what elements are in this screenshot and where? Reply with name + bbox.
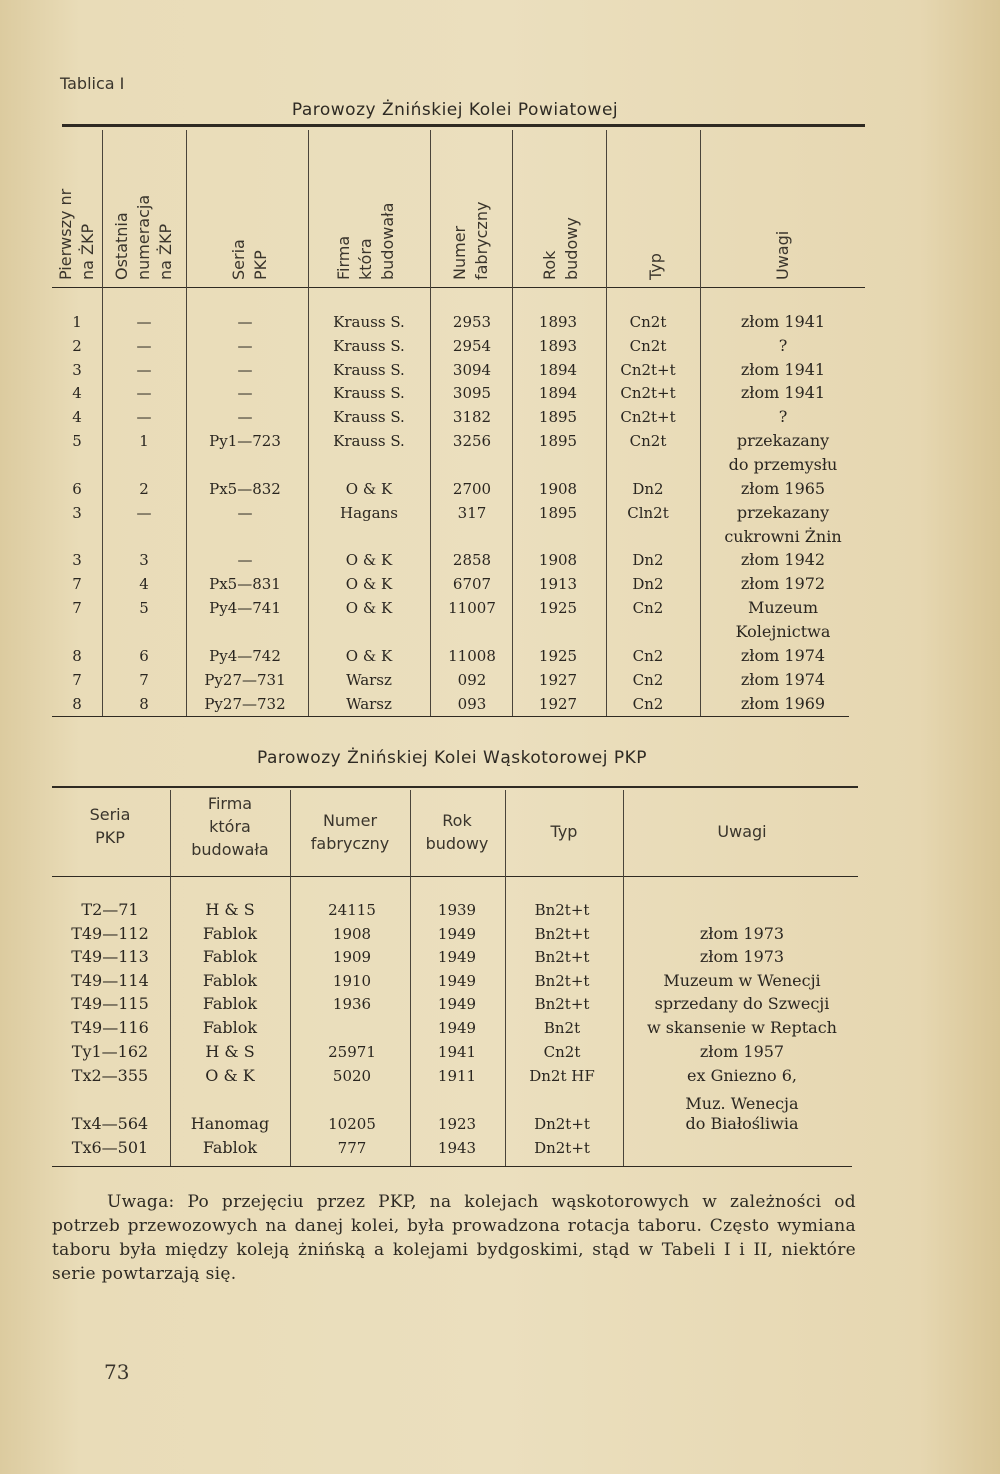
table-row	[0, 381, 1000, 405]
table-cell: 3	[72, 551, 82, 569]
table-cell: do Białośliwia	[685, 1114, 799, 1133]
table-cell: Px5—831	[209, 575, 281, 593]
table-cell: O & K	[345, 551, 393, 569]
table-cell: Dn2t+t	[534, 1115, 590, 1133]
table-row	[0, 310, 1000, 334]
table-cell: 7	[72, 575, 82, 593]
table-cell: 7	[139, 671, 149, 689]
table2-column-header: Typ	[550, 822, 578, 841]
table-cell: 1895	[538, 432, 578, 450]
table-cell: Py27—731	[204, 671, 286, 689]
table-cell: złom 1972	[740, 574, 826, 593]
table-cell: 1949	[437, 972, 477, 990]
table-cell: O & K	[345, 575, 393, 593]
table-cell: Fablok	[202, 1138, 258, 1157]
table-cell: Bn2t+t	[534, 995, 590, 1013]
table-cell: 11007	[448, 599, 496, 617]
table1-top-rule	[62, 124, 865, 127]
table-cell: Cn2t+t	[620, 384, 676, 402]
table-cell: 4	[139, 575, 149, 593]
table-cell: w skansenie w Reptach	[647, 1018, 837, 1037]
table-cell: przekazany	[736, 503, 830, 522]
table-cell: T49—112	[71, 924, 149, 943]
table-row	[0, 358, 1000, 382]
table-cell: ?	[778, 407, 788, 426]
table-cell: 1895	[538, 408, 578, 426]
table-cell: 1909	[332, 948, 372, 966]
table-cell: 6707	[452, 575, 492, 593]
table-cell: T49—116	[71, 1018, 149, 1037]
table1-column-header: Seria PKP	[229, 239, 270, 280]
table-cell: T49—113	[71, 947, 149, 966]
table2-header-rule	[52, 876, 858, 877]
table-cell: Warsz	[346, 671, 392, 689]
table-row	[0, 644, 1000, 668]
table-cell: 2858	[452, 551, 492, 569]
table-cell: 1894	[538, 361, 578, 379]
table-cell: złom 1942	[740, 550, 826, 569]
table-cell: Fablok	[202, 947, 258, 966]
table-cell: —	[237, 408, 253, 426]
table-row	[0, 945, 1000, 969]
table-row	[0, 992, 1000, 1016]
table-cell: 2953	[452, 313, 492, 331]
table-row	[0, 1040, 1000, 1064]
table-cell: 8	[72, 647, 82, 665]
table-cell: sprzedany do Szwecji	[654, 994, 830, 1013]
table-cell: T49—115	[71, 994, 149, 1013]
table-cell: 2	[72, 337, 82, 355]
table-cell: —	[136, 408, 152, 426]
table-cell: złom 1965	[740, 479, 826, 498]
table-cell: Dn2	[632, 551, 664, 569]
table-row	[0, 969, 1000, 993]
table-row	[0, 1136, 1000, 1160]
table-cell: Cn2t+t	[620, 408, 676, 426]
table-row	[0, 898, 1000, 922]
table-cell: Krauss S.	[333, 361, 405, 379]
table-row	[0, 525, 1000, 549]
table-row	[0, 453, 1000, 477]
table-cell: —	[237, 361, 253, 379]
table-cell: Py1—723	[209, 432, 281, 450]
table-row	[0, 1016, 1000, 1040]
table-cell: Tx2—355	[71, 1066, 149, 1085]
table-cell: złom 1941	[740, 360, 826, 379]
table-cell: Py4—742	[209, 647, 281, 665]
table-cell: O & K	[205, 1066, 255, 1085]
table-cell: H & S	[205, 1042, 255, 1061]
table-cell: 3095	[452, 384, 492, 402]
table-cell: 092	[457, 671, 487, 689]
table2-column-header: Numer fabryczny	[310, 811, 390, 853]
table-cell: Dn2t+t	[534, 1139, 590, 1157]
table-cell: złom 1973	[699, 924, 785, 943]
table-label: Tablica I	[60, 74, 125, 93]
table-cell: 5	[139, 599, 149, 617]
table-cell: —	[237, 551, 253, 569]
table-cell: T49—114	[71, 971, 149, 990]
table-cell: 3	[72, 504, 82, 522]
table-cell: Cln2t	[627, 504, 669, 522]
table-row	[0, 429, 1000, 453]
table-row	[0, 620, 1000, 644]
table-cell: Muzeum w Wenecji	[663, 971, 821, 990]
table-cell: —	[136, 504, 152, 522]
table1-header-rule	[52, 287, 865, 288]
table-cell: —	[136, 313, 152, 331]
table-cell: Cn2	[632, 647, 664, 665]
table-cell: 3094	[452, 361, 492, 379]
table-cell: Cn2t+t	[620, 361, 676, 379]
table1-column-header: Uwagi	[773, 230, 792, 280]
table-cell: 1939	[437, 901, 477, 919]
table-cell: Krauss S.	[333, 432, 405, 450]
table-cell: 1908	[538, 480, 578, 498]
table-cell: Cn2t	[543, 1043, 581, 1061]
table-cell: złom 1957	[699, 1042, 785, 1061]
table-cell: Py27—732	[204, 695, 286, 713]
table-cell: 1893	[538, 313, 578, 331]
table-cell: złom 1941	[740, 312, 826, 331]
table-cell: 3182	[452, 408, 492, 426]
table-cell: Cn2	[632, 671, 664, 689]
table1-column-header: Firma która budowała	[334, 202, 397, 280]
table-cell: Dn2	[632, 575, 664, 593]
table-cell: 2700	[452, 480, 492, 498]
table-cell: 1925	[538, 647, 578, 665]
table-cell: 11008	[448, 647, 496, 665]
table-cell: 7	[72, 599, 82, 617]
table-cell: —	[237, 384, 253, 402]
table-cell: Fablok	[202, 1018, 258, 1037]
table-cell: złom 1974	[740, 670, 826, 689]
table-cell: Krauss S.	[333, 408, 405, 426]
table-cell: Kolejnictwa	[735, 622, 831, 641]
table1-column-header: Typ	[646, 253, 665, 280]
table-cell: Cn2t	[629, 313, 667, 331]
table-cell: 3256	[452, 432, 492, 450]
table-row	[0, 922, 1000, 946]
table-cell: Bn2t+t	[534, 901, 590, 919]
table-cell: 4	[72, 384, 82, 402]
table1-column-header: Ostatnia numeracja na ŻKP	[112, 194, 175, 280]
table-cell: 1910	[332, 972, 372, 990]
table-cell: 1925	[538, 599, 578, 617]
table-cell: 1941	[437, 1043, 477, 1061]
table-cell: 2	[139, 480, 149, 498]
table-cell: T2—71	[81, 900, 139, 919]
table-cell: 2954	[452, 337, 492, 355]
table1-column-header: Numer fabryczny	[450, 201, 491, 280]
table-cell: Dn2t HF	[529, 1067, 595, 1085]
table-cell: 1949	[437, 948, 477, 966]
table-row	[0, 548, 1000, 572]
table-cell: Krauss S.	[333, 313, 405, 331]
table-cell: 1894	[538, 384, 578, 402]
table-cell: —	[237, 313, 253, 331]
table-cell: 5	[72, 432, 82, 450]
table-cell: 3	[139, 551, 149, 569]
table-cell: Ty1—162	[71, 1042, 149, 1061]
table-cell: 1936	[332, 995, 372, 1013]
table-cell: O & K	[345, 647, 393, 665]
table-cell: Tx6—501	[71, 1138, 149, 1157]
table-cell: 1949	[437, 925, 477, 943]
table-cell: ex Gniezno 6,	[687, 1066, 797, 1085]
table-cell: 1943	[437, 1139, 477, 1157]
table-row	[0, 501, 1000, 525]
table-cell: złom 1969	[740, 694, 826, 713]
table-cell: 1913	[538, 575, 578, 593]
table-cell: 1893	[538, 337, 578, 355]
table-cell: 8	[139, 695, 149, 713]
table-row	[0, 596, 1000, 620]
table-cell: Muz. Wenecja	[685, 1094, 799, 1113]
table-cell: 1927	[538, 695, 578, 713]
table-row	[0, 572, 1000, 596]
table-row	[0, 334, 1000, 358]
table2-top-rule	[52, 786, 858, 788]
table-cell: Cn2t	[629, 337, 667, 355]
table-cell: Dn2	[632, 480, 664, 498]
table-cell: Cn2t	[629, 432, 667, 450]
table-cell: Hanomag	[190, 1114, 270, 1133]
table-cell: 25971	[328, 1043, 376, 1061]
table-cell: H & S	[205, 900, 255, 919]
table-cell: Bn2t+t	[534, 948, 590, 966]
footnote-text: Uwaga: Po przejęciu przez PKP, na kolejach wąskotorowych w zależności od potrzeb przewozowych na danej kolei, była prowadzona rotacja taboru. Często wymiana taboru była między koleją żnińską a kolejami bydgoskimi, stąd w Tabeli I i II, niektóre serie powtarzają się.	[52, 1192, 856, 1284]
table-cell: do przemysłu	[728, 455, 838, 474]
table2-bottom-rule	[52, 1166, 852, 1167]
table2-title: Parowozy Żnińskiej Kolei Wąskotorowej PKP	[256, 748, 647, 768]
table1-column-header: Pierwszy nr na ŻKP	[56, 188, 97, 280]
table-cell: Fablok	[202, 924, 258, 943]
table-row	[0, 1112, 1000, 1136]
table-cell: O & K	[345, 599, 393, 617]
table-cell: 1927	[538, 671, 578, 689]
table-cell: Fablok	[202, 994, 258, 1013]
table-cell: Bn2t	[543, 1019, 581, 1037]
table-cell: 1908	[332, 925, 372, 943]
table-cell: —	[136, 337, 152, 355]
table-cell: 1895	[538, 504, 578, 522]
table-cell: Muzeum	[747, 598, 819, 617]
table-cell: 1	[139, 432, 149, 450]
table-cell: 1	[72, 313, 82, 331]
table-row	[0, 668, 1000, 692]
table-cell: 1949	[437, 995, 477, 1013]
table1-title: Parowozy Żnińskiej Kolei Powiatowej	[291, 100, 619, 120]
table-cell: Hagans	[340, 504, 398, 522]
table-cell: 093	[457, 695, 487, 713]
table-cell: Krauss S.	[333, 384, 405, 402]
table-cell: 317	[457, 504, 487, 522]
table1-bottom-rule	[52, 716, 849, 717]
table1-column-header: Rok budowy	[540, 217, 581, 280]
table2-column-header: Firma która budowała	[191, 794, 269, 859]
table-cell: Fablok	[202, 971, 258, 990]
table-cell: 7	[72, 671, 82, 689]
table-row	[0, 477, 1000, 501]
table-cell: 6	[139, 647, 149, 665]
table2-column-header: Seria PKP	[89, 805, 131, 847]
table-cell: 1911	[437, 1067, 477, 1085]
table-cell: Cn2	[632, 599, 664, 617]
table2-column-header: Uwagi	[717, 822, 767, 841]
table-row	[0, 405, 1000, 429]
table-cell: złom 1973	[699, 947, 785, 966]
table-cell: złom 1941	[740, 383, 826, 402]
table-row	[0, 692, 1000, 716]
page-number: 73	[104, 1360, 130, 1384]
table-cell: 24115	[328, 901, 376, 919]
table-cell: Tx4—564	[71, 1114, 149, 1133]
table-cell: 1908	[538, 551, 578, 569]
table-cell: ?	[778, 336, 788, 355]
table2-column-header: Rok budowy	[425, 811, 489, 853]
table-cell: 1923	[437, 1115, 477, 1133]
table-cell: Bn2t+t	[534, 972, 590, 990]
table-cell: —	[237, 337, 253, 355]
table-cell: —	[136, 384, 152, 402]
table-cell: O & K	[345, 480, 393, 498]
table-cell: Warsz	[346, 695, 392, 713]
table-cell: Krauss S.	[333, 337, 405, 355]
table-cell: złom 1974	[740, 646, 826, 665]
table-cell: 1949	[437, 1019, 477, 1037]
table-cell: Bn2t+t	[534, 925, 590, 943]
table-cell: Cn2	[632, 695, 664, 713]
table-cell: 5020	[332, 1067, 372, 1085]
table-cell: 6	[72, 480, 82, 498]
table-cell: cukrowni Żnin	[724, 527, 842, 546]
table-cell: 777	[337, 1139, 367, 1157]
table-cell: 3	[72, 361, 82, 379]
table-cell: 4	[72, 408, 82, 426]
table-cell: 8	[72, 695, 82, 713]
table-cell: Py4—741	[209, 599, 281, 617]
table-cell: przekazany	[736, 431, 830, 450]
table-cell: Px5—832	[209, 480, 281, 498]
table-cell: —	[237, 504, 253, 522]
table-cell: —	[136, 361, 152, 379]
table-row	[0, 1064, 1000, 1088]
table-cell: 10205	[328, 1115, 376, 1133]
